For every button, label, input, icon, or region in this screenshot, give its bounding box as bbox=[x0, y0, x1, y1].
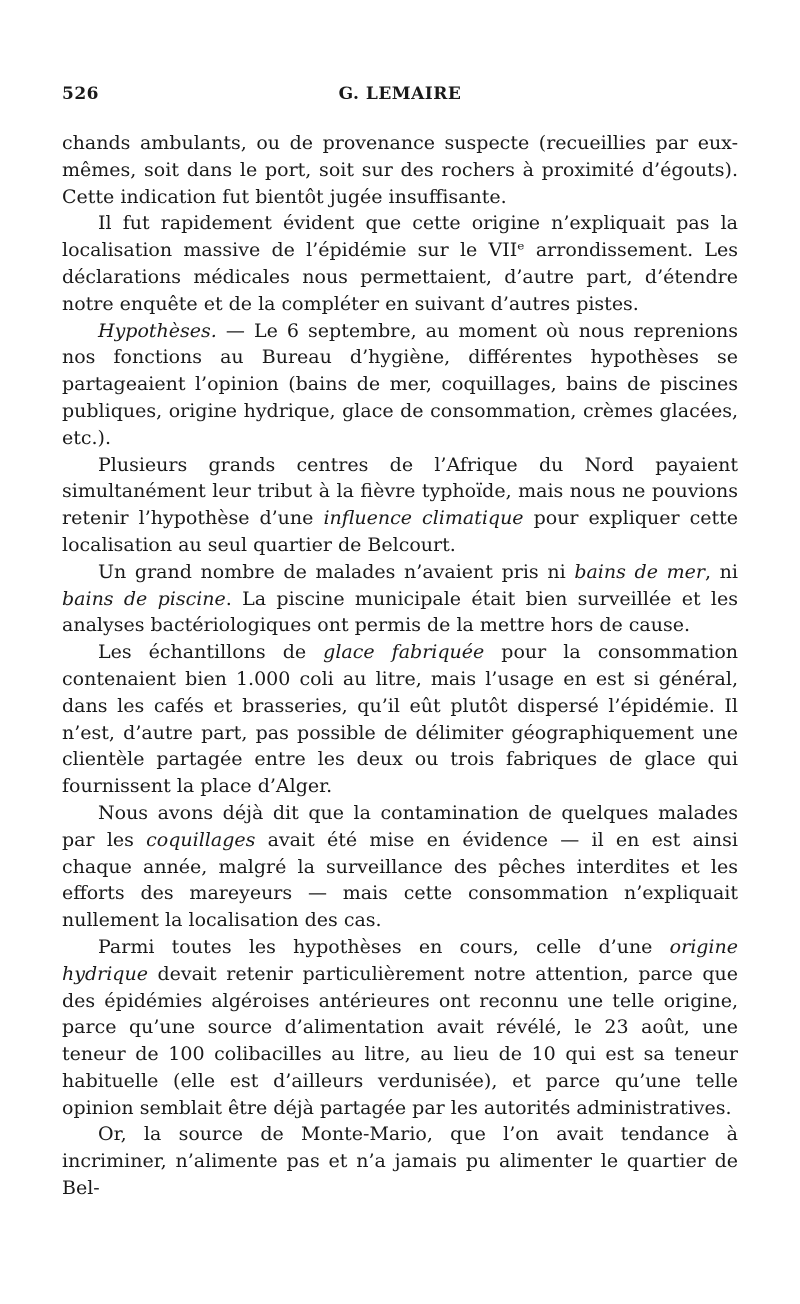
italic-text-segment: coquillages bbox=[146, 828, 256, 851]
italic-text-segment: glace fabriquée bbox=[323, 641, 485, 664]
text-segment: Plusieurs grands centres de l’Afrique du Nord payaient simultanément leur tribut à la fièvre typhoïde, mais nous ne pouvions retenir l’hypothèse d’une bbox=[62, 453, 738, 530]
text-segment: . La piscine municipale était bien surveillée et les analyses bactériologiques ont permis de la mettre hors de cause. bbox=[62, 587, 738, 637]
text-segment: Les échantillons de bbox=[98, 641, 324, 664]
paragraph bbox=[62, 934, 738, 1122]
text-segment: Il fut rapidement évident que cette origine n’expliquait pas la localisation massive de l’épidémie sur le VIIᵉ arrondissement. Les déclarations médicales nous permettaient, d’autre part, d’étendre notre enquête et de la compléter en suivant d’autres pistes. bbox=[62, 212, 738, 315]
text-segment: Un grand nombre de malades n’avaient pris ni bbox=[98, 560, 575, 583]
paragraph bbox=[62, 210, 738, 317]
italic-text-segment: bains de piscine bbox=[62, 587, 226, 610]
paragraph bbox=[62, 130, 738, 210]
page-number: 526 bbox=[62, 84, 99, 104]
body-text bbox=[62, 130, 738, 1202]
text-segment: avait été mise en évidence — il en est ainsi chaque année, malgré la surveillance des pêches interdites et les efforts des mareyeurs — mais cette consommation n’expliquait nullement la localisation des cas. bbox=[62, 828, 738, 932]
text-segment: — Le 6 septembre, au moment où nous reprenions nos fonctions au Bureau d’hygiène, différentes hypothèses se partageaient l’opinion (bains de mer, coquillages, bains de piscines publiques, origine hydrique, glace de consommation, crèmes glacées, etc.). bbox=[62, 319, 738, 449]
italic-text-segment: origine hydrique bbox=[62, 935, 738, 985]
paragraph bbox=[62, 318, 738, 452]
text-segment: , ni bbox=[704, 560, 738, 583]
page-header bbox=[62, 84, 738, 118]
italic-text-segment: influence climatique bbox=[323, 507, 524, 530]
paragraph bbox=[62, 559, 738, 639]
italic-text-segment: Hypothèses. bbox=[98, 319, 217, 342]
text-segment: Parmi toutes les hypothèses en cours, celle d’une bbox=[98, 935, 670, 958]
text-segment: Nous avons déjà dit que la contamination de quelques malades par les bbox=[62, 801, 738, 851]
paragraph bbox=[62, 800, 738, 934]
italic-text-segment: bains de mer bbox=[574, 560, 705, 583]
text-segment: Or, la source de Monte-Mario, que l’on avait tendance à incriminer, n’alimente pas et n’a jamais pu alimenter le quartier de Bel- bbox=[62, 1123, 738, 1200]
paragraph bbox=[62, 1121, 738, 1201]
running-title: G. LEMAIRE bbox=[338, 84, 462, 104]
text-segment: devait retenir particulièrement notre attention, parce que des épidémies algéroises antérieures ont reconnu une telle origine, parce qu’une source d’alimentation avait révélé, le 23 août, une teneur de 100 colibacilles au litre, au lieu de 10 qui est sa teneur habituelle (elle est d’ailleurs verdunisée), et parce qu’une telle opinion semblait être déjà partagée par les autorités administratives. bbox=[62, 962, 738, 1119]
text-segment: pour expliquer cette localisation au seul quartier de Belcourt. bbox=[62, 507, 738, 556]
paragraph bbox=[62, 452, 738, 559]
text-segment: pour la consommation contenaient bien 1.000 coli au litre, mais l’usage en est si général, dans les cafés et brasseries, qu’il eût plutôt dispersé l’épidémie. Il n’est, d’autre part, pas possible de délimiter géographiquement une clientèle partagée entre les deux ou trois fabriques de glace qui fournissent la place d’Alger. bbox=[62, 641, 738, 798]
paragraph bbox=[62, 639, 738, 800]
text-segment: chands ambulants, ou de provenance suspecte (recueillies par eux-mêmes, soit dans le port, soit sur des rochers à proximité d’égouts). Cette indication fut bientôt jugée insuffisante. bbox=[62, 132, 738, 208]
